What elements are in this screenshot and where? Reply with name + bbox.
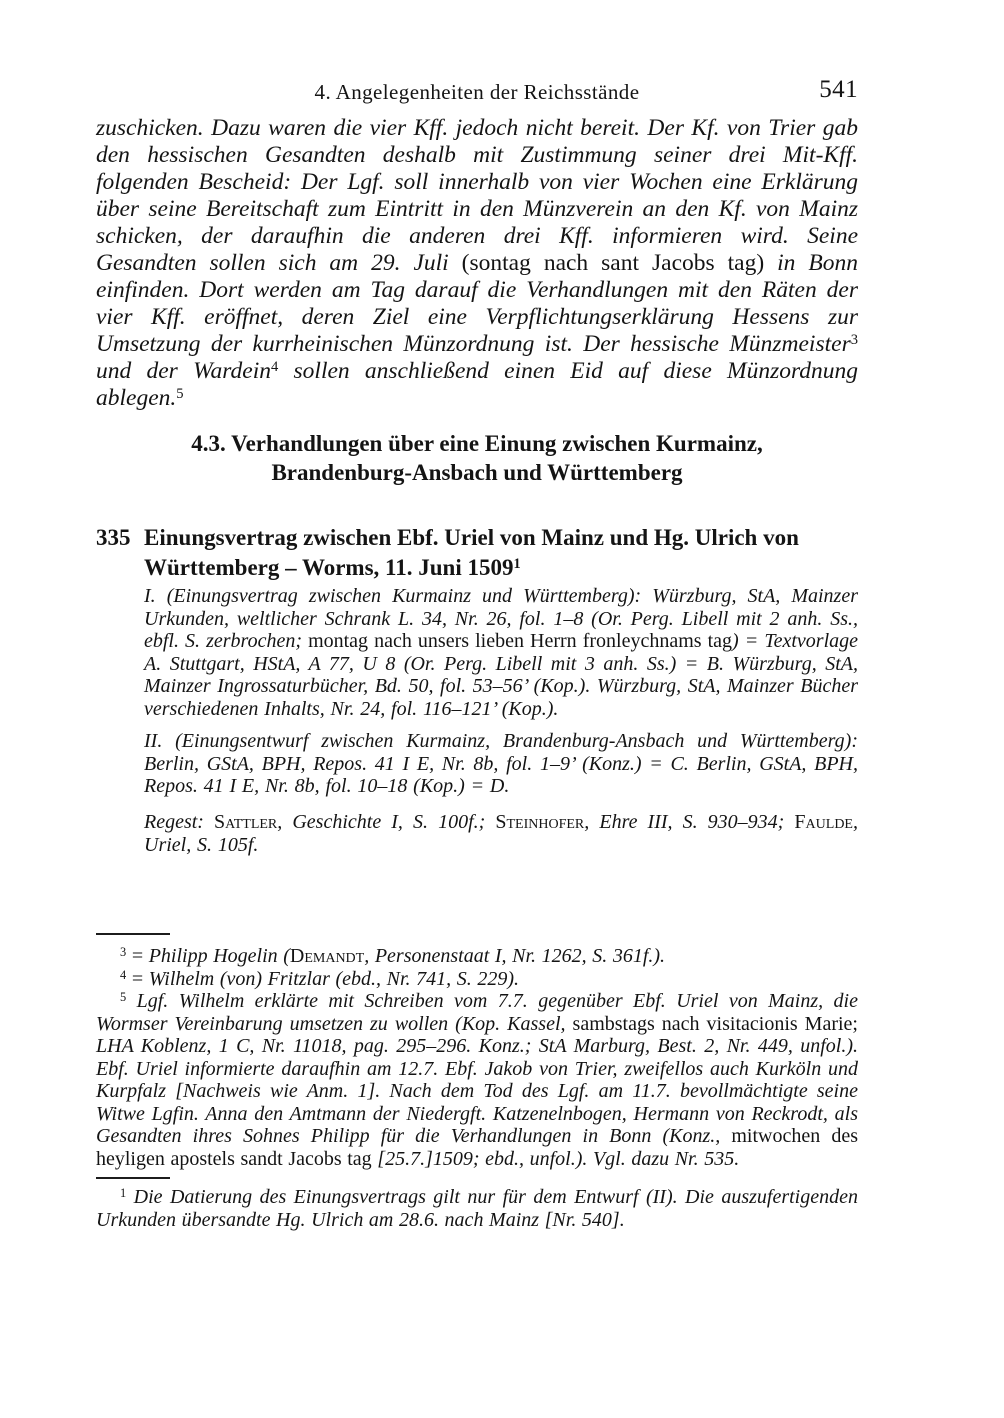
footnote-5-quoted-date: sambstags nach visitacionis Marie; <box>572 1012 858 1035</box>
intro-text-segment: zuschicken. Dazu waren die vier Kff. jedoch nicht bereit. Der Kf. von Trier gab den hessischen Gesandten deshalb mit Zustimmung seiner drei Mit-Kff. folgenden Bescheid: Der Lgf. soll innerhalb von vier Wochen eine Erklärung über seine Bereitschaft zum Eintritt in den Münzverein an den Kf. von Mainz schicken, der daraufhin die anderen drei Kff. informieren wird. Seine Gesandten sollen sich am 29. Juli <box>96 115 858 276</box>
footnote-ref-4: 4 <box>270 359 279 376</box>
source-description-I <box>144 585 858 720</box>
section-heading-line1: 4.3. Verhandlungen über eine Einung zwischen Kurmainz, <box>191 431 763 456</box>
entry-335 <box>96 523 858 583</box>
footnote-separator <box>96 1177 170 1179</box>
intro-text-segment: sollen anschließend einen Eid auf diese Münzordnung ablegen. <box>96 358 858 411</box>
footnote-3-equals: = <box>131 945 149 967</box>
footnote-5-text: [25.7.]1509; ebd., unfol.). Vgl. dazu Nr. 535. <box>377 1147 740 1170</box>
regest-author: Faulde <box>794 811 853 833</box>
source-text-segment: ) = Textvorlage A. Stuttgart, HStA, A 77, U 8 (Or. Perg. Libell mit 3 anh. Ss.) = B. Würzburg, StA, Mainzer Ingrossaturbücher, Bd. 50, fol. 53–56’ (Kop.). Würzburg, StA, Mainzer Bücher verschiedenen Inhalts, Nr. 24, fol. 116–121’ (Kop.). <box>144 630 859 720</box>
running-head <box>96 76 858 105</box>
footnote-5-text: Lgf. Wilhelm erklärte mit Schreiben vom 7.7. gegenüber Ebf. Uriel von Mainz, die Wormser Vereinbarung umsetzen zu wollen (Kop. Kassel, <box>96 990 858 1035</box>
footnote-3-author: Demandt <box>289 945 365 967</box>
footnote-separator <box>96 933 170 935</box>
footnote-3-marker: 3 <box>120 945 127 960</box>
footnote-5-quoted-date: mitwochen des heyligen apostels sandt Jacobs tag <box>96 1125 858 1170</box>
regest-citation: , Uriel, S. 105f. <box>144 811 858 856</box>
source-description-II <box>144 730 858 798</box>
footnote-3-text: Philipp Hogelin ( <box>148 945 290 967</box>
regest-citation: , Geschichte I, S. 100f.; <box>277 811 496 833</box>
footnote-ref-3: 3 <box>850 332 858 349</box>
source-text-segment: II. (Einungsentwurf zwischen Kurmainz, Brandenburg-Ansbach und Württemberg): Berlin, GStA, BPH, Repos. 41 I E, Nr. 8b, fol. 1–9’ (Konz.) = C. Berlin, GStA, BPH, Repos. 41 I E, Nr. 8b, fol. 10–18 (Kop.) = D. <box>144 730 858 797</box>
footnote-5-text: LHA Koblenz, 1 C, Nr. 11018, pag. 295–296. Konz.; StA Marburg, Best. 2, Nr. 449, unfol.). Ebf. Uriel informierte daraufhin am 12.7. Ebf. Jakob von Trier, zweifellos auch Kurköln und Kurpfalz [Nachweis wie Anm. 1]. Nach dem Tod des Lgf. am 11.7. bevollmächtigte seine Witwe Lgfin. Anna den Amtmann der Niedergft. Katzenelnbogen, Hermann von Reckrodt, als Gesandten ihres Sohnes Philipp für die Verhandlungen in Bonn (Konz., <box>96 1035 858 1147</box>
footnote-3-text: , Personenstaat I, Nr. 1262, S. 361f.). <box>364 945 666 967</box>
entry-title <box>144 523 858 583</box>
regest-label: Regest: <box>144 811 215 833</box>
intro-text-segment: in Bonn einfinden. Dort werden am Tag darauf die Verhandlungen mit den Räten der vier Kff. eröffnet, deren Ziel eine Verpflichtungserklärung Hessens zur Umsetzung der kurrheinischen Münzordnung ist. Der hessische Münzmeister <box>96 250 858 357</box>
entry-title-text: Einungsvertrag zwischen Ebf. Uriel von Mainz und Hg. Ulrich von Württemberg – Worms, 11. Juni 1509 <box>144 525 799 580</box>
footnote-1 <box>96 1186 858 1231</box>
footnote-4-text: Wilhelm (von) Fritzlar (ebd., Nr. 741, S. 229). <box>148 967 519 990</box>
intro-text-segment: und der Wardein <box>96 358 271 384</box>
footnote-4 <box>96 968 858 991</box>
footnote-area <box>96 933 858 1231</box>
footnote-3 <box>96 945 858 968</box>
footnote-5-marker: 5 <box>120 990 127 1005</box>
intro-quoted-date: (sontag nach sant Jacobs tag) <box>461 250 778 276</box>
intro-paragraph <box>96 115 858 412</box>
source-quoted-date: montag nach unsers lieben Herrn fronleychnams tag <box>308 630 733 652</box>
regest-line <box>144 811 858 856</box>
footnote-1-text: Die Datierung des Einungsvertrags gilt nur für dem Entwurf (II). Die auszufertigenden Urkunden übersandte Hg. Ulrich am 28.6. nach Mainz [Nr. 540]. <box>96 1186 858 1231</box>
footnote-1-marker: 1 <box>120 1186 127 1201</box>
entry-number: 335 <box>96 525 131 550</box>
footnote-ref-1: 1 <box>513 556 521 573</box>
source-text-segment: I. (Einungsvertrag zwischen Kurmainz und Württemberg): Würzburg, StA, Mainzer Urkunden, weltlicher Schrank L. 34, Nr. 26, fol. 1–8 (Or. Perg. Libell mit 2 anh. Ss., ebfl. S. zerbrochen; <box>144 585 858 652</box>
footnote-4-equals: = <box>131 967 149 990</box>
footnote-5 <box>96 990 858 1170</box>
section-heading-line2: Brandenburg-Ansbach und Württemberg <box>271 460 683 485</box>
footnote-ref-5: 5 <box>176 386 184 403</box>
footnote-4-marker: 4 <box>120 967 127 982</box>
section-heading <box>96 429 858 487</box>
page-number: 541 <box>819 76 858 103</box>
regest-citation: , Ehre III, S. 930–934; <box>584 811 795 833</box>
regest-author: Steinhofer <box>495 811 585 833</box>
regest-author: Sattler <box>214 811 278 833</box>
running-head-title: 4. Angelegenheiten der Reichsstände <box>314 80 640 104</box>
